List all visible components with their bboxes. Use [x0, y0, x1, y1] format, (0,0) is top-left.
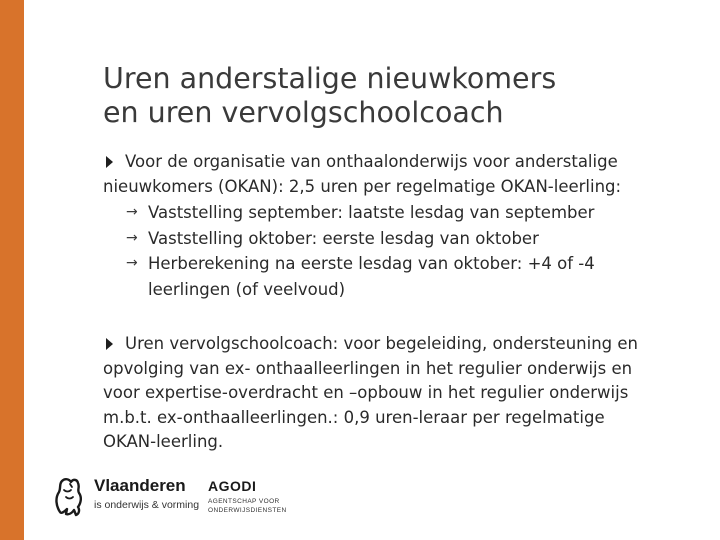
bullet-text: Voor de organisatie van onthaalonderwijs voor anderstalige: [125, 152, 618, 171]
sub-arrow-icon: →: [126, 229, 138, 246]
vlaanderen-logo: [50, 470, 210, 520]
bullet-text: m.b.t. ex-onthaalleerlingen.: 0,9 uren-leraar per regelmatige: [103, 407, 605, 427]
title-line: en uren vervolgschoolcoach: [103, 96, 504, 129]
agodi-logo: [208, 478, 318, 522]
accent-side-bar: [0, 0, 24, 540]
bullet-text: nieuwkomers (OKAN): 2,5 uren per regelmatige OKAN-leerling:: [103, 176, 622, 196]
sub-item-text: Vaststelling oktober: eerste lesdag van oktober: [148, 228, 539, 248]
sub-item-text: Vaststelling september: laatste lesdag van september: [148, 203, 595, 222]
sub-arrow-icon: →: [126, 255, 138, 271]
sub-item-text: leerlingen (of veelvoud): [148, 279, 346, 299]
sub-item: [103, 200, 693, 226]
vlaanderen-tagline: is onderwijs & vorming: [94, 499, 200, 511]
bullet-text: OKAN-leerling.: [103, 432, 224, 451]
sub-item: [103, 251, 693, 302]
bullet-text: voor expertise-overdracht en –opbouw in het regulier onderwijs: [103, 383, 629, 402]
slide-title: [103, 62, 683, 130]
bullet-okan: [103, 150, 693, 302]
sub-item-text: Herberekening na eerste lesdag van oktober: +4 of -4: [148, 254, 595, 273]
lion-icon: [50, 472, 88, 518]
sub-arrow-icon: →: [126, 204, 138, 220]
agodi-tagline-line: ONDERWIJSDIENSTEN: [208, 507, 287, 514]
bullet-vervolgschoolcoach: [103, 332, 693, 455]
vlaanderen-name: Vlaanderen: [94, 476, 186, 495]
title-line: Uren anderstalige nieuwkomers: [103, 62, 557, 95]
bullet-text: Uren vervolgschoolcoach: voor begeleiding, ondersteuning en: [125, 334, 638, 353]
bullet-arrow-icon: [106, 338, 113, 350]
agodi-tagline: [208, 497, 318, 515]
bullet-arrow-icon: [106, 156, 113, 168]
sub-list: [103, 200, 693, 302]
sub-item: [103, 226, 693, 252]
bullet-text: opvolging van ex- onthaalleerlingen in het regulier onderwijs en: [103, 358, 633, 378]
agodi-name: AGODI: [208, 478, 257, 494]
agodi-tagline-line: AGENTSCHAP VOOR: [208, 498, 280, 505]
